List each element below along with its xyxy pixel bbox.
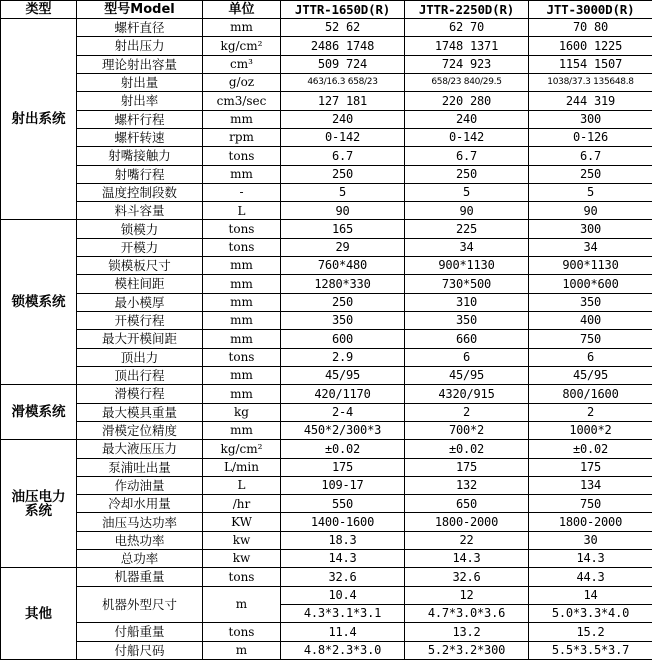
item-unit: kg/cm²: [203, 37, 281, 55]
item-unit: L: [203, 476, 281, 494]
value-model-3: 1800-2000: [529, 513, 652, 531]
value-model-1: 6.7: [281, 147, 405, 165]
table-row: [1, 73, 652, 91]
value-model-3: 14.3: [529, 550, 652, 568]
item-unit: kg: [203, 403, 281, 421]
item-unit: mm: [203, 110, 281, 128]
value-model-1: 175: [281, 458, 405, 476]
value-model-2: 175: [405, 458, 529, 476]
item-name: 螺杆转速: [77, 128, 203, 146]
item-name: 理论射出容量: [77, 55, 203, 73]
table-row: [1, 55, 652, 73]
value-model-2: 250: [405, 165, 529, 183]
value-model-2: 724 923: [405, 55, 529, 73]
item-unit: mm: [203, 330, 281, 348]
value-model-3: 70 80: [529, 19, 652, 37]
value-model-3: 30: [529, 531, 652, 549]
header-unit: 单位: [203, 1, 281, 19]
value-model-2: 62 70: [405, 19, 529, 37]
item-unit: L/min: [203, 458, 281, 476]
table-row: [1, 623, 652, 641]
value-model-2: 658/23 840/29.5: [405, 73, 529, 91]
value-model-3: 134: [529, 476, 652, 494]
value-model-2: 45/95: [405, 366, 529, 384]
item-name: 料斗容量: [77, 202, 203, 220]
value-model-1: 127 181: [281, 92, 405, 110]
category-cell: 滑模系统: [1, 385, 77, 440]
table-row: [1, 476, 652, 494]
value-model-1: 11.4: [281, 623, 405, 641]
value-model-3: 300: [529, 110, 652, 128]
header-model-1: JTTR-1650D(R): [281, 1, 405, 19]
value-model-2: 310: [405, 293, 529, 311]
value-model-2: ±0.02: [405, 440, 529, 458]
value-model-1: 1400-1600: [281, 513, 405, 531]
item-unit: mm: [203, 312, 281, 330]
item-unit: kw: [203, 531, 281, 549]
item-name: 滑模行程: [77, 385, 203, 403]
table-row: [1, 385, 652, 403]
value-model-1: 52 62: [281, 19, 405, 37]
value-model-2-line-2: 4.7*3.0*3.6: [405, 605, 529, 623]
header-category: 类型: [1, 1, 77, 19]
item-unit: tons: [203, 238, 281, 256]
table-row: [1, 165, 652, 183]
item-unit: cm³: [203, 55, 281, 73]
item-unit: tons: [203, 623, 281, 641]
item-unit: rpm: [203, 128, 281, 146]
item-name: 最大液压压力: [77, 440, 203, 458]
value-model-2: 1800-2000: [405, 513, 529, 531]
item-unit: mm: [203, 421, 281, 439]
value-model-2: 0-142: [405, 128, 529, 146]
value-model-1: 29: [281, 238, 405, 256]
value-model-1: 450*2/300*3: [281, 421, 405, 439]
value-model-1: 250: [281, 293, 405, 311]
value-model-2: 900*1130: [405, 257, 529, 275]
item-name: 射出率: [77, 92, 203, 110]
value-model-1: 4.8*2.3*3.0: [281, 641, 405, 659]
value-model-1: 240: [281, 110, 405, 128]
value-model-2: 90: [405, 202, 529, 220]
item-name: 顶出行程: [77, 366, 203, 384]
table-row: [1, 293, 652, 311]
value-model-2: 5: [405, 183, 529, 201]
value-model-2: 22: [405, 531, 529, 549]
item-name: 机器外型尺寸: [77, 586, 203, 623]
value-model-3: 6: [529, 348, 652, 366]
item-unit: tons: [203, 348, 281, 366]
item-name: 最大模具重量: [77, 403, 203, 421]
value-model-1: 2-4: [281, 403, 405, 421]
value-model-1: ±0.02: [281, 440, 405, 458]
item-name: 射出量: [77, 73, 203, 91]
item-unit: mm: [203, 366, 281, 384]
table-row: [1, 550, 652, 568]
value-model-2: 660: [405, 330, 529, 348]
category-cell: 射出系统: [1, 19, 77, 220]
value-model-3: 750: [529, 495, 652, 513]
value-model-2: 6: [405, 348, 529, 366]
value-model-3: 6.7: [529, 147, 652, 165]
value-model-1: 32.6: [281, 568, 405, 586]
table-row: [1, 641, 652, 659]
item-name: 模柱间距: [77, 275, 203, 293]
value-model-3: 90: [529, 202, 652, 220]
table-row: [1, 421, 652, 439]
table-row: [1, 330, 652, 348]
value-model-3: 800/1600: [529, 385, 652, 403]
item-name: 机器重量: [77, 568, 203, 586]
item-unit: -: [203, 183, 281, 201]
value-model-3: 1154 1507: [529, 55, 652, 73]
table-row: [1, 220, 652, 238]
value-model-1: 5: [281, 183, 405, 201]
item-name: 锁模力: [77, 220, 203, 238]
table-row: [1, 19, 652, 37]
value-model-3: 5: [529, 183, 652, 201]
item-name: 付船重量: [77, 623, 203, 641]
table-row: [1, 238, 652, 256]
table-row: [1, 366, 652, 384]
item-name: 顶出力: [77, 348, 203, 366]
value-model-3: 5.5*3.5*3.7: [529, 641, 652, 659]
table-row: [1, 202, 652, 220]
item-unit: mm: [203, 293, 281, 311]
value-model-1: 509 724: [281, 55, 405, 73]
item-name: 油压马达功率: [77, 513, 203, 531]
item-name: 温度控制段数: [77, 183, 203, 201]
value-model-3: 175: [529, 458, 652, 476]
category-cell: 其他: [1, 568, 77, 660]
table-row: [1, 92, 652, 110]
item-name: 射嘴行程: [77, 165, 203, 183]
item-name: 电热功率: [77, 531, 203, 549]
item-name: 总功率: [77, 550, 203, 568]
value-model-2: 220 280: [405, 92, 529, 110]
item-unit: kg/cm²: [203, 440, 281, 458]
header-model-3: JTT-3000D(R): [529, 1, 652, 19]
value-model-3: 15.2: [529, 623, 652, 641]
item-name: 开模力: [77, 238, 203, 256]
table-row: [1, 586, 652, 604]
header-model: 型号Model: [77, 1, 203, 19]
value-model-2: 650: [405, 495, 529, 513]
category-cell: 油压电力系统: [1, 440, 77, 568]
item-name: 锁模板尺寸: [77, 257, 203, 275]
value-model-1-line-2: 4.3*3.1*3.1: [281, 605, 405, 623]
value-model-3: 900*1130: [529, 257, 652, 275]
item-unit: tons: [203, 220, 281, 238]
table-row: [1, 348, 652, 366]
value-model-3: 1038/37.3 135648.8: [529, 73, 652, 91]
value-model-1: 0-142: [281, 128, 405, 146]
item-unit: mm: [203, 257, 281, 275]
table-row: [1, 257, 652, 275]
value-model-2: 5.2*3.2*300: [405, 641, 529, 659]
value-model-1: 760*480: [281, 257, 405, 275]
value-model-2: 34: [405, 238, 529, 256]
table-row: [1, 403, 652, 421]
value-model-3: 244 319: [529, 92, 652, 110]
item-unit: kw: [203, 550, 281, 568]
table-row: [1, 568, 652, 586]
value-model-3: 300: [529, 220, 652, 238]
value-model-3: 44.3: [529, 568, 652, 586]
item-name: 螺杆行程: [77, 110, 203, 128]
item-name: 作动油量: [77, 476, 203, 494]
value-model-3: 34: [529, 238, 652, 256]
value-model-1: 463/16.3 658/23: [281, 73, 405, 91]
value-model-3: 350: [529, 293, 652, 311]
value-model-2: 350: [405, 312, 529, 330]
item-name: 冷却水用量: [77, 495, 203, 513]
item-unit: m: [203, 641, 281, 659]
item-unit: cm3/sec: [203, 92, 281, 110]
value-model-2: 4320/915: [405, 385, 529, 403]
value-model-3: 45/95: [529, 366, 652, 384]
value-model-1: 420/1170: [281, 385, 405, 403]
value-model-1: 18.3: [281, 531, 405, 549]
item-name: 付船尺码: [77, 641, 203, 659]
item-name: 最大开模间距: [77, 330, 203, 348]
item-unit: mm: [203, 165, 281, 183]
item-unit: m: [203, 586, 281, 623]
table-row: [1, 531, 652, 549]
item-unit: L: [203, 202, 281, 220]
category-cell: 锁模系统: [1, 220, 77, 385]
value-model-2: 1748 1371: [405, 37, 529, 55]
item-name: 滑模定位精度: [77, 421, 203, 439]
table-row: [1, 183, 652, 201]
table-row: [1, 147, 652, 165]
value-model-3: 1600 1225: [529, 37, 652, 55]
value-model-3: 14: [529, 586, 652, 604]
table-row: [1, 128, 652, 146]
value-model-2: 700*2: [405, 421, 529, 439]
value-model-1: 600: [281, 330, 405, 348]
value-model-1: 90: [281, 202, 405, 220]
value-model-1: 550: [281, 495, 405, 513]
value-model-3: 400: [529, 312, 652, 330]
value-model-2: 14.3: [405, 550, 529, 568]
item-name: 开模行程: [77, 312, 203, 330]
table-row: [1, 458, 652, 476]
value-model-2: 2: [405, 403, 529, 421]
value-model-3: 2: [529, 403, 652, 421]
value-model-2: 32.6: [405, 568, 529, 586]
table-row: [1, 495, 652, 513]
item-name: 泵浦吐出量: [77, 458, 203, 476]
table-row: [1, 312, 652, 330]
header-model-2: JTTR-2250D(R): [405, 1, 529, 19]
value-model-1: 2.9: [281, 348, 405, 366]
table-row: [1, 275, 652, 293]
value-model-3: 0-126: [529, 128, 652, 146]
table-row: [1, 440, 652, 458]
value-model-1: 2486 1748: [281, 37, 405, 55]
value-model-3: 750: [529, 330, 652, 348]
value-model-3-line-2: 5.0*3.3*4.0: [529, 605, 652, 623]
table-row: [1, 37, 652, 55]
table-row: [1, 513, 652, 531]
value-model-3: 250: [529, 165, 652, 183]
item-name: 最小模厚: [77, 293, 203, 311]
value-model-3: 1000*2: [529, 421, 652, 439]
spec-table-body: [1, 1, 652, 660]
value-model-3: 1000*600: [529, 275, 652, 293]
value-model-1: 1280*330: [281, 275, 405, 293]
value-model-2: 13.2: [405, 623, 529, 641]
table-row: [1, 110, 652, 128]
value-model-2: 132: [405, 476, 529, 494]
item-unit: /hr: [203, 495, 281, 513]
value-model-1: 350: [281, 312, 405, 330]
value-model-1: 14.3: [281, 550, 405, 568]
value-model-1: 45/95: [281, 366, 405, 384]
item-unit: tons: [203, 568, 281, 586]
value-model-3: ±0.02: [529, 440, 652, 458]
value-model-2: 240: [405, 110, 529, 128]
item-unit: KW: [203, 513, 281, 531]
item-name: 射出压力: [77, 37, 203, 55]
item-unit: mm: [203, 385, 281, 403]
value-model-1: 109-17: [281, 476, 405, 494]
value-model-1: 10.4: [281, 586, 405, 604]
value-model-2: 12: [405, 586, 529, 604]
value-model-1: 250: [281, 165, 405, 183]
value-model-2: 225: [405, 220, 529, 238]
item-unit: g/oz: [203, 73, 281, 91]
item-unit: mm: [203, 275, 281, 293]
item-name: 射嘴接触力: [77, 147, 203, 165]
header-row: [1, 1, 652, 19]
value-model-2: 6.7: [405, 147, 529, 165]
item-name: 螺杆直径: [77, 19, 203, 37]
item-unit: mm: [203, 19, 281, 37]
value-model-1: 165: [281, 220, 405, 238]
value-model-2: 730*500: [405, 275, 529, 293]
item-unit: tons: [203, 147, 281, 165]
